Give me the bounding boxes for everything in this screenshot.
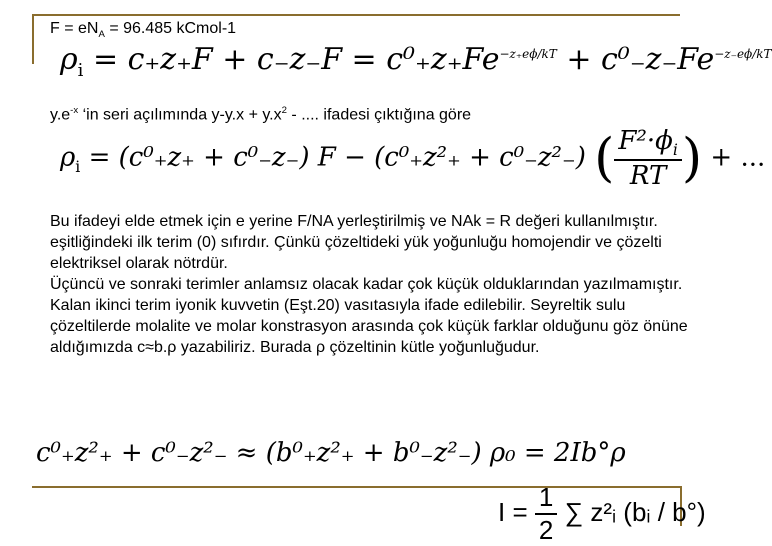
eq4-num: 1 (535, 482, 557, 515)
left-rule (32, 14, 34, 64)
series-prefix: y.e (50, 106, 71, 124)
eq2-fraction (614, 126, 681, 191)
eq1-rho: ρ (60, 42, 78, 77)
eq1-body: = c₊z₊F + c₋z₋F = c⁰₊z₊Fe (92, 42, 500, 77)
eq2-den: RT (629, 161, 667, 192)
paragraph-1: Bu ifadeyi elde etmek için e yerine F/NA yerleştirilmiş ve NAk = R değeri kullanılmıştır. (50, 213, 658, 230)
eq1-exp1: −z₊eϕ/kT (499, 47, 557, 61)
eq2-close-paren: ) (681, 128, 703, 189)
equation-1: $\rho_i = c_+z_+F + c_-z_-F = c^0_+z_+Fe^{-z_+e\phi/kT} + c^0_-z_-Fe^{-z_-e\phi/kT}$ (60, 42, 772, 81)
eq2-open-paren: ( (594, 128, 615, 189)
eq1-exp2: −z₋eϕ/kT (714, 47, 772, 61)
eq2-F: F − (317, 142, 366, 173)
equation-4 (498, 482, 706, 546)
paragraph-2: eşitliğindeki ilk terim (0) sıfırdır. Çünkü çözeltideki yük yoğunluğu homojendir ve çözelti elektriksel olarak nötrdür. (50, 234, 662, 272)
eq2-paren1: (c⁰₊z₊ + c⁰₋z₋) (118, 142, 310, 173)
header-suffix: = 96.485 kCmol-1 (104, 20, 237, 37)
paragraph-4: Kalan ikinci terim iyonik kuvvetin (Eşt.20) vasıtasıyla ifade edilebilir. Seyreltik sulu çözeltilerde molalite ve molar konstrasyon arasında çok küçük farklar olduğunu göz önüne aldığımızda c≈b.ρ yazabiliriz. Burada ρ çözeltinin kütle yoğunluğudur. (50, 297, 688, 356)
series-line (50, 100, 471, 125)
eq4-I: I = (498, 496, 528, 527)
eq2-tail: + ... (710, 142, 766, 173)
eq1-mid: + c⁰₋z₋Fe (556, 42, 715, 77)
eq3-paren: (b⁰₊z²₊ + b⁰₋z²₋) (265, 438, 482, 468)
explanation-text (50, 211, 690, 358)
series-mid: ‘in seri açılımında y-y.x + y.x (78, 106, 282, 124)
top-rule (32, 14, 680, 16)
header-prefix: F = eN (50, 20, 99, 37)
eq4-fraction (535, 482, 557, 546)
eq3-right: ρ₀ = 2Ib°ρ (489, 438, 626, 468)
eq2-paren2: (c⁰₊z²₊ + c⁰₋z²₋) (374, 142, 586, 173)
header-sub: A (98, 29, 105, 41)
eq2-num-sub: i (672, 141, 678, 160)
eq4-body: ∑ z²ᵢ (bᵢ / b°) (564, 496, 706, 527)
equation-3 (36, 438, 626, 468)
series-suffix: - .... ifadesi çıktığına göre (286, 106, 472, 124)
paragraph-3: Üçüncü ve sonraki terimler anlamsız olacak kadar çok küçük olduklarından yazılmamıştır. (50, 276, 683, 293)
equation-2: $\rho_i = (c^0_+z_+ + c^0_-z_-) F - (c^0_+z^2_+ + c^0_-z^2_-)$ ( $\frac{F^2\cdot\phi_i}{RT}$ ) + ... (60, 126, 766, 192)
eq4-den: 2 (538, 515, 554, 545)
eq3-left: c⁰₊z²₊ + c⁰₋z²₋ ≈ (36, 438, 258, 468)
eq2-num: F²·ϕ (618, 126, 673, 156)
series-sup: -x (70, 105, 79, 116)
series-sup2: 2 (281, 105, 287, 116)
